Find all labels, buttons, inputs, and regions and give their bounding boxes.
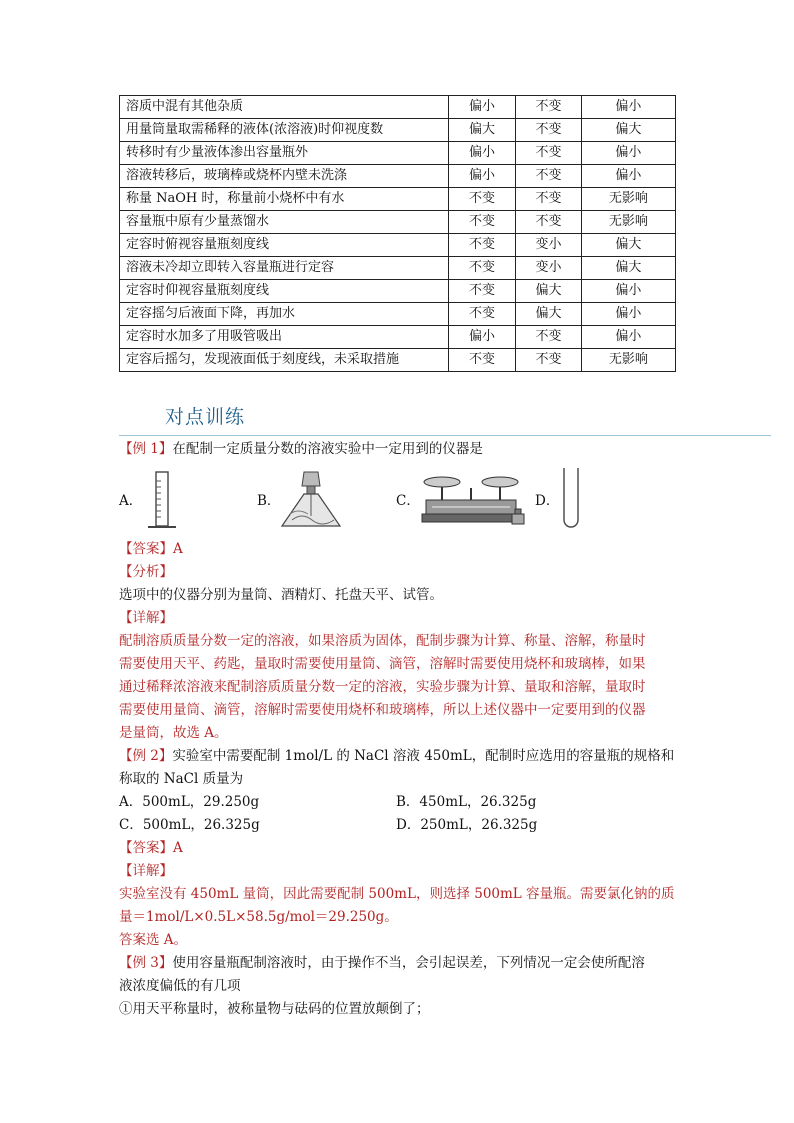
ex1-option-b: B． <box>257 493 281 509</box>
table-row <box>120 165 676 188</box>
ex2-option-b: B．450mL，26.325g <box>396 794 537 810</box>
ex1-detail-line: 需要使用量筒、滴管，溶解时需要使用烧杯和玻璃棒，所以上述仪器中一定要用到的仪器 <box>119 702 646 718</box>
table-row <box>120 234 676 257</box>
ex1-analysis: 选项中的仪器分别为量筒、酒精灯、托盘天平、试管。 <box>119 587 443 603</box>
concentration-effect-cell: 偏小 <box>581 326 675 349</box>
ex2-question-line: 实验室中需要配制 1mol/L 的 NaCl 溶液 450mL，配制时应选用的容量瓶的规格和 <box>172 748 675 764</box>
error-cause-cell: 转移时有少量液体渗出容量瓶外 <box>120 142 449 165</box>
table-row <box>120 280 676 303</box>
table-row <box>120 188 676 211</box>
error-cause-cell: 定容摇匀后液面下降，再加水 <box>120 303 449 326</box>
error-cause-cell: 溶液转移后，玻璃棒或烧杯内壁未洗涤 <box>120 165 449 188</box>
ex2-tag: 【例 2】 <box>119 748 173 764</box>
concentration-effect-cell: 偏小 <box>581 142 675 165</box>
error-cause-cell: 用量筒量取需稀释的液体(浓溶液)时仰视度数 <box>120 119 449 142</box>
solute-effect-cell: 不变 <box>448 257 516 280</box>
ex1-answer-value: A <box>173 541 183 557</box>
ex2-question-line: 称取的 NaCl 质量为 <box>119 771 244 787</box>
concentration-effect-cell: 偏小 <box>581 280 675 303</box>
ex3-tag: 【例 3】 <box>119 955 173 971</box>
ex1-question-text: 在配制一定质量分数的溶液实验中一定用到的仪器是 <box>172 441 483 457</box>
solute-effect-cell: 偏小 <box>448 96 516 119</box>
solute-effect-cell: 偏小 <box>448 142 516 165</box>
concentration-effect-cell: 偏大 <box>581 234 675 257</box>
balance-scale-image <box>420 470 530 532</box>
concentration-effect-cell: 无影响 <box>581 349 675 372</box>
error-cause-cell: 定容时仰视容量瓶刻度线 <box>120 280 449 303</box>
ex1-option-a: A． <box>119 493 143 509</box>
table-row <box>120 303 676 326</box>
section-title: 对点训练 <box>165 406 246 428</box>
error-analysis-table <box>119 95 676 372</box>
ex2-detail-line: 实验室没有 450mL 量筒，因此需要配制 500mL，则选择 500mL 容量瓶。需要氯化钠的质 <box>119 886 675 902</box>
table-row <box>120 211 676 234</box>
concentration-effect-cell: 偏小 <box>581 303 675 326</box>
solute-effect-cell: 偏小 <box>448 165 516 188</box>
error-cause-cell: 称量 NaOH 时，称量前小烧杯中有水 <box>120 188 449 211</box>
ex1-detail-tag: 【详解】 <box>119 610 173 626</box>
solute-effect-cell: 偏大 <box>448 119 516 142</box>
ex1-option-d: D． <box>535 493 560 509</box>
solute-effect-cell: 不变 <box>448 188 516 211</box>
solute-effect-cell: 偏小 <box>448 326 516 349</box>
ex2-answer-value: A <box>173 840 183 856</box>
volume-effect-cell: 不变 <box>516 142 582 165</box>
concentration-effect-cell: 偏大 <box>581 257 675 280</box>
table-row <box>120 257 676 280</box>
ex2-conclusion: 答案选 A。 <box>119 932 188 948</box>
table-row <box>120 349 676 372</box>
volume-effect-cell: 变小 <box>516 257 582 280</box>
ex3-question-line: 使用容量瓶配制溶液时，由于操作不当，会引起误差，下列情况一定会使所配溶 <box>172 955 645 971</box>
concentration-effect-cell: 偏小 <box>581 96 675 119</box>
ex2-detail-line: 量＝1mol/L×0.5L×58.5g/mol＝29.250g。 <box>119 909 398 925</box>
table-row <box>120 119 676 142</box>
volume-effect-cell: 不变 <box>516 165 582 188</box>
graduated-cylinder-image <box>146 469 180 533</box>
concentration-effect-cell: 偏大 <box>581 119 675 142</box>
volume-effect-cell: 不变 <box>516 211 582 234</box>
concentration-effect-cell: 无影响 <box>581 188 675 211</box>
alcohol-lamp-image <box>278 466 344 532</box>
ex1-analysis-tag: 【分析】 <box>119 564 173 580</box>
volume-effect-cell: 不变 <box>516 326 582 349</box>
ex1-detail-line: 通过稀释浓溶液来配制溶质质量分数一定的溶液，实验步骤为计算、量取和溶解，量取时 <box>119 679 646 695</box>
ex1-detail-line: 配制溶质质量分数一定的溶液，如果溶质为固体，配制步骤为计算、称量、溶解，称量时 <box>119 633 646 649</box>
solute-effect-cell: 不变 <box>448 280 516 303</box>
volume-effect-cell: 不变 <box>516 188 582 211</box>
volume-effect-cell: 偏大 <box>516 303 582 326</box>
solute-effect-cell: 不变 <box>448 349 516 372</box>
table-row <box>120 96 676 119</box>
ex2-detail-tag: 【详解】 <box>119 863 173 879</box>
ex1-option-c: C． <box>396 493 420 509</box>
error-cause-cell: 溶液未冷却立即转入容量瓶进行定容 <box>120 257 449 280</box>
volume-effect-cell: 变小 <box>516 234 582 257</box>
volume-effect-cell: 不变 <box>516 96 582 119</box>
table-row <box>120 142 676 165</box>
solute-effect-cell: 不变 <box>448 234 516 257</box>
error-cause-cell: 定容时俯视容量瓶刻度线 <box>120 234 449 257</box>
ex3-question <box>119 952 645 974</box>
ex1-tag: 【例 1】 <box>119 441 173 457</box>
ex3-question-line: 液浓度偏低的有几项 <box>119 978 241 994</box>
error-cause-cell: 溶质中混有其他杂质 <box>120 96 449 119</box>
ex2-question <box>119 745 674 767</box>
ex2-option-a: A．500mL，29.250g <box>119 794 260 810</box>
ex2-option-c: C．500mL，26.325g <box>119 817 260 833</box>
ex3-item-1: ①用天平称量时，被称量物与砝码的位置放颠倒了； <box>119 1001 430 1017</box>
ex2-answer <box>119 837 183 859</box>
solute-effect-cell: 不变 <box>448 303 516 326</box>
ex1-detail-line: 需要使用天平、药匙，量取时需要使用量筒、滴管，溶解时需要使用烧杯和玻璃棒，如果 <box>119 656 646 672</box>
ex1-answer <box>119 538 183 560</box>
ex2-answer-tag: 【答案】 <box>119 840 173 856</box>
table-row <box>120 326 676 349</box>
solute-effect-cell: 不变 <box>448 211 516 234</box>
volume-effect-cell: 不变 <box>516 119 582 142</box>
section-divider <box>119 435 771 436</box>
error-cause-cell: 定容时水加多了用吸管吸出 <box>120 326 449 349</box>
volume-effect-cell: 不变 <box>516 349 582 372</box>
volume-effect-cell: 偏大 <box>516 280 582 303</box>
ex2-option-d: D．250mL，26.325g <box>396 817 538 833</box>
ex1-answer-tag: 【答案】 <box>119 541 173 557</box>
error-cause-cell: 容量瓶中原有少量蒸馏水 <box>120 211 449 234</box>
concentration-effect-cell: 无影响 <box>581 211 675 234</box>
error-cause-cell: 定容后摇匀，发现液面低于刻度线，未采取措施 <box>120 349 449 372</box>
ex1-question <box>119 438 483 460</box>
concentration-effect-cell: 偏小 <box>581 165 675 188</box>
test-tube-image <box>560 466 582 530</box>
ex1-detail-line: 是量筒，故选 A。 <box>119 725 228 741</box>
